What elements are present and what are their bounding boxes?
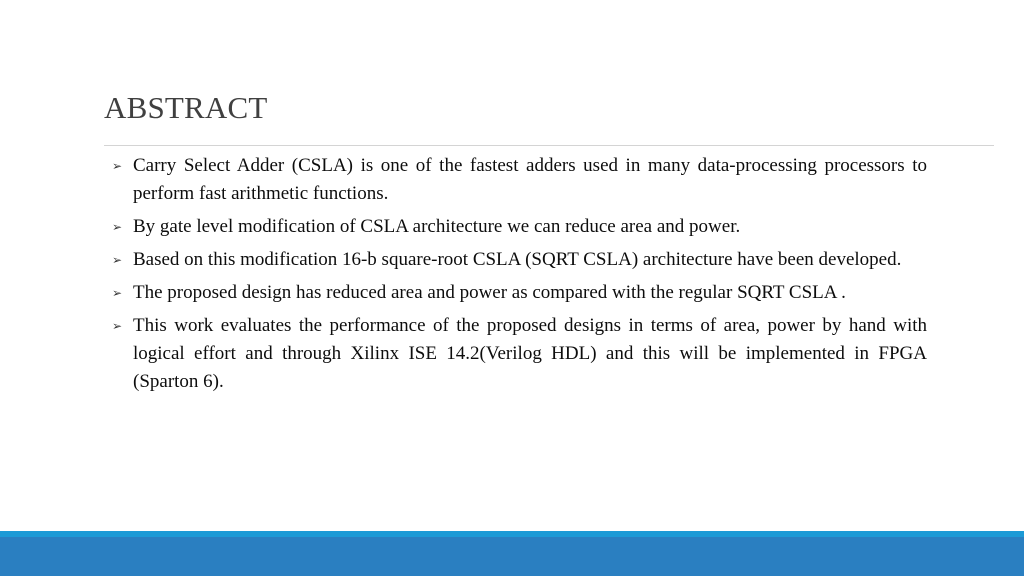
arrow-right-icon: ➢	[112, 286, 123, 300]
bullet-item	[112, 312, 927, 396]
slide-title: ABSTRACT	[104, 90, 268, 125]
arrow-right-icon: ➢	[112, 319, 123, 333]
bullet-text: By gate level modification of CSLA architecture we can reduce area and power.	[133, 216, 741, 237]
bullet-item	[112, 279, 927, 307]
bullet-list	[112, 152, 927, 401]
bullet-text: Based on this modification 16-b square-root CSLA (SQRT CSLA) architecture have been developed.	[133, 249, 902, 270]
bullet-text: Carry Select Adder (CSLA) is one of the fastest adders used in many data-processing processors to perform fast arithmetic functions.	[133, 155, 927, 204]
arrow-right-icon: ➢	[112, 220, 123, 234]
arrow-right-icon: ➢	[112, 159, 123, 173]
arrow-right-icon: ➢	[112, 253, 123, 267]
footer-bar	[0, 537, 1024, 576]
bullet-text: The proposed design has reduced area and power as compared with the regular SQRT CSLA .	[133, 282, 846, 303]
bullet-item	[112, 152, 927, 208]
bullet-text: This work evaluates the performance of the proposed designs in terms of area, power by hand with logical effort and through Xilinx ISE 14.2(Verilog HDL) and this will be implemented in FPGA (Sparton 6).	[133, 315, 927, 392]
bullet-item	[112, 213, 927, 241]
bullet-item	[112, 246, 927, 274]
title-divider	[104, 145, 994, 146]
